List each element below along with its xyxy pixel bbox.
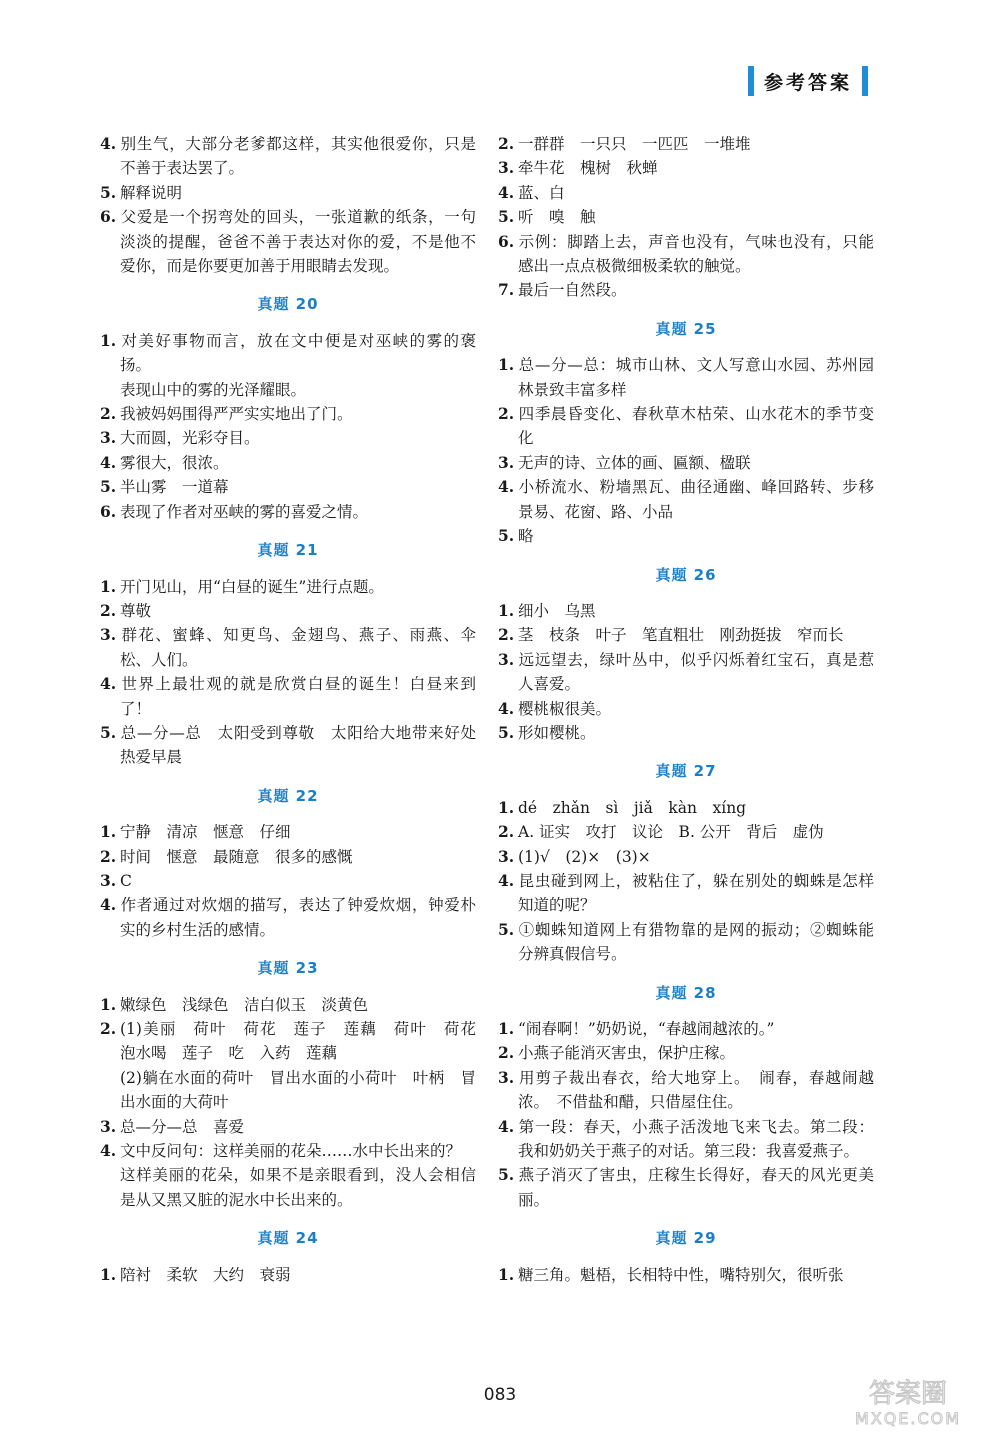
- answer-number: 2.: [100, 1019, 117, 1038]
- answer-item: [498, 353, 874, 402]
- answer-number: 4.: [498, 698, 515, 718]
- answer-column-right: [498, 132, 874, 1287]
- answer-text: 远远望去，绿叶丛中，似乎闪烁着红宝石，真是惹人喜爱。: [518, 650, 874, 694]
- answer-item: [100, 623, 476, 672]
- answer-number: 2.: [498, 625, 515, 645]
- answer-text: 雾很大，很浓。: [120, 453, 229, 472]
- header-bar-right: [862, 66, 868, 96]
- answer-item: [498, 1066, 874, 1115]
- answer-text: 牵牛花 槐树 秋蝉: [518, 159, 658, 178]
- answer-text: 尊敬: [120, 601, 152, 620]
- answer-text: 父爱是一个拐弯处的回头，一张道歉的纸条，一句淡淡的提醒，爸爸不善于表达对你的爱，不是他不爱你，而是你要更加善于用眼睛去发现。: [120, 208, 476, 276]
- section-heading: 真题 25: [655, 319, 717, 338]
- answer-number: 2.: [100, 846, 117, 866]
- answer-number: 6.: [100, 207, 117, 227]
- answer-number: 6.: [498, 231, 515, 251]
- answer-column-left: [100, 132, 492, 1287]
- answer-text: A. 证实 攻打 议论 B. 公开 背后 虚伪: [518, 823, 824, 842]
- answer-item: [498, 132, 874, 156]
- answer-text: 解释说明: [120, 183, 183, 202]
- answer-number: 1.: [498, 355, 515, 375]
- answer-text: 小燕子能消灭害虫，保护庄稼。: [518, 1044, 736, 1063]
- answer-text: 一群群 一只只 一匹匹 一堆堆: [518, 135, 751, 153]
- answer-number: 3.: [100, 870, 117, 890]
- answer-text: 群花、蜜蜂、知更鸟、金翅鸟、燕子、雨燕、伞松、人们。: [120, 626, 476, 669]
- answer-item: [100, 721, 492, 770]
- section-heading: 真题 26: [655, 565, 717, 584]
- page-number: 083: [483, 1385, 517, 1405]
- answer-number: 5.: [498, 526, 515, 546]
- answer-item: [100, 993, 476, 1017]
- answer-text: 文中反问句：这样美丽的花朵……水中长出来的？: [120, 1142, 462, 1161]
- answer-item: [498, 869, 874, 918]
- answer-continuation: 表现山中的雾的光泽耀眼。: [120, 380, 307, 399]
- answer-item: [498, 451, 874, 475]
- watermark-logo: [848, 1372, 968, 1428]
- answer-number: 4.: [100, 452, 117, 472]
- section-heading: 真题 29: [655, 1229, 717, 1248]
- answer-number: 3.: [100, 625, 117, 645]
- answer-item: [100, 820, 476, 844]
- answer-number: 5.: [498, 722, 515, 742]
- answer-item: [498, 205, 874, 229]
- answer-number: 2.: [498, 822, 515, 842]
- answer-number: 4.: [100, 1141, 117, 1161]
- answer-number: 5.: [100, 477, 117, 497]
- answer-number: 5.: [100, 722, 117, 742]
- answer-item: [100, 1115, 476, 1139]
- answer-text: 世界上最壮观的就是欣赏白昼的诞生！白昼来到了！: [120, 675, 476, 718]
- answer-item: [498, 845, 874, 869]
- answer-item: [498, 278, 874, 302]
- page-header: [748, 66, 868, 96]
- answer-item: [498, 648, 874, 697]
- answer-text: 总—分—总：城市山林、文人写意山水园、苏州园林景致丰富多样: [518, 356, 874, 399]
- answer-number: 3.: [100, 428, 117, 448]
- answer-text: 我被妈妈围得严严实实地出了门。: [120, 405, 353, 424]
- answer-item: [498, 820, 874, 844]
- answer-text: 细小 乌黑: [518, 601, 596, 620]
- answer-number: 6.: [100, 501, 117, 521]
- answer-item: [498, 697, 874, 721]
- answer-item: [100, 672, 476, 721]
- answer-text: 半山雾 一道幕: [120, 478, 229, 497]
- answer-number: 4.: [100, 134, 117, 153]
- answer-item: [498, 599, 874, 623]
- answer-item: [100, 845, 476, 869]
- answer-item: [498, 181, 874, 205]
- answer-item: [100, 402, 476, 426]
- answer-number: 1.: [100, 330, 117, 350]
- answer-number: 1.: [498, 1264, 515, 1284]
- section-heading: 真题 28: [655, 983, 717, 1002]
- watermark-text: 答案圈: [868, 1379, 948, 1409]
- answer-number: 3.: [498, 452, 515, 472]
- answer-number: 1.: [100, 822, 117, 842]
- answer-item: [100, 132, 476, 181]
- answer-item: [100, 500, 476, 524]
- section-heading: 真题 22: [257, 786, 319, 805]
- answer-text: 嫩绿色 浅绿色 洁白似玉 淡黄色: [120, 995, 369, 1014]
- answer-number: 3.: [498, 1067, 515, 1087]
- answer-continuation: (2)躺在水面的荷叶 冒出水面的小荷叶 叶柄 冒出水面的大荷叶: [120, 1068, 476, 1112]
- answer-text: 对美好事物而言，放在文中便是对巫峡的雾的褒扬。: [120, 331, 476, 375]
- answer-number: 2.: [498, 1043, 515, 1063]
- answer-number: 1.: [498, 797, 515, 817]
- answer-number: 1.: [498, 600, 515, 620]
- answer-item: [498, 1263, 874, 1287]
- answer-item: [498, 1163, 874, 1212]
- answer-number: 5.: [498, 207, 515, 227]
- answer-text: 四季晨昏变化、春秋草木枯荣、山水花木的季节变化: [518, 405, 874, 448]
- answer-text: 示例：脚踏上去，声音也没有，气味也没有，只能感出一点点极微细极柔软的触觉。: [518, 232, 874, 276]
- answer-number: 3.: [498, 846, 515, 866]
- answer-text: 最后一自然段。: [518, 281, 627, 300]
- section-heading: 真题 24: [257, 1229, 319, 1248]
- answer-text: 糖三角。魁梧，长相特中性，嘴特别欠，很听张: [518, 1265, 844, 1284]
- answer-text: (1)√ (2)× (3)×: [518, 847, 651, 866]
- answer-text: 无声的诗、立体的画、匾额、楹联: [518, 453, 751, 472]
- answer-text: 总—分—总 太阳受到尊敬 太阳给大地带来好处 热爱早晨: [120, 723, 492, 767]
- answer-number: 7.: [498, 280, 515, 300]
- answer-number: 1.: [100, 1264, 117, 1284]
- answer-item: [498, 721, 874, 745]
- answer-item: [498, 918, 874, 967]
- answer-item: [100, 329, 476, 378]
- answer-text: 第一段：春天，小燕子活泼地飞来飞去。第二段：我和奶奶关于燕子的对话。第三段：我喜爱燕子。: [518, 1117, 874, 1161]
- answer-text: 时间 惬意 最随意 很多的感慨: [120, 847, 353, 866]
- answer-continuation: 这样美丽的花朵，如果不是亲眼看到，没人会相信是从又黑又脏的泥水中长出来的。: [120, 1166, 476, 1209]
- answer-text: 开门见山，用“白昼的诞生”进行点题。: [120, 577, 384, 596]
- answer-text: 茎 枝条 叶子 笔直粗壮 刚劲挺拔 窄而长: [518, 626, 844, 645]
- answer-number: 1.: [498, 1019, 515, 1038]
- answer-number: 1.: [100, 994, 117, 1014]
- answer-item: [498, 156, 874, 180]
- answer-number: 3.: [498, 158, 515, 178]
- answer-number: 4.: [100, 895, 117, 915]
- answer-number: 4.: [498, 1116, 515, 1136]
- answer-number: 2.: [100, 600, 117, 620]
- answer-item: [498, 230, 874, 279]
- answer-item: [498, 402, 874, 451]
- answer-number: 3.: [100, 1116, 117, 1136]
- answer-text: (1)美丽 荷叶 荷花 莲子 莲藕 荷叶 荷花 泡水喝 莲子 吃 入药 莲藕: [120, 1020, 492, 1063]
- answer-text: ①蜘蛛知道网上有猎物靠的是网的振动；②蜘蛛能分辨真假信号。: [518, 920, 874, 964]
- answer-number: 5.: [100, 182, 117, 202]
- answer-number: 2.: [100, 404, 117, 424]
- answer-text: 用剪子裁出春衣，给大地穿上。 闹春，春越闹越浓。 不借盐和醋，只借屋住住。: [518, 1068, 874, 1112]
- answer-item: [100, 181, 476, 205]
- answer-item: [498, 1041, 874, 1065]
- answer-number: 2.: [498, 404, 515, 424]
- answer-text: 陪衬 柔软 大约 衰弱: [120, 1265, 291, 1284]
- answer-text: C: [120, 871, 132, 890]
- section-heading: 真题 20: [257, 295, 319, 314]
- answer-text: 小桥流水、粉墙黑瓦、曲径通幽、峰回路转、步移景易、花窗、路、小品: [518, 478, 874, 521]
- answer-text: 听 嗅 触: [518, 208, 596, 227]
- answer-item: [100, 426, 476, 450]
- answer-text: “闹春啊！”奶奶说，“春越闹越浓的。”: [518, 1020, 775, 1038]
- answer-number: 4.: [498, 477, 515, 497]
- answer-item: [498, 1115, 874, 1164]
- answer-item: [100, 1139, 476, 1163]
- answer-text: 蓝、白: [518, 183, 565, 202]
- answer-item: [100, 451, 476, 475]
- answer-item: [100, 1263, 476, 1287]
- answer-text: 略: [518, 527, 534, 546]
- answer-text: dé zhǎn sì jiǎ kàn xíng: [518, 798, 747, 817]
- answer-item: [100, 1017, 492, 1066]
- answer-text: 总—分—总 喜爱: [120, 1117, 245, 1136]
- answer-number: 3.: [498, 649, 515, 669]
- answer-text: 别生气，大部分老爹都这样，其实他很爱你，只是不善于表达罢了。: [120, 135, 476, 178]
- answer-item: [498, 524, 874, 548]
- section-heading: 真题 21: [257, 541, 319, 560]
- answer-text: 大而圆，光彩夺目。: [120, 429, 260, 448]
- answer-text: 燕子消灭了害虫，庄稼生长得好，春天的风光更美丽。: [518, 1166, 874, 1209]
- answer-number: 4.: [498, 870, 515, 890]
- answer-text: 宁静 清凉 惬意 仔细: [120, 823, 291, 842]
- answer-item: [498, 475, 874, 524]
- answer-item: [100, 475, 476, 499]
- answer-item: [100, 869, 476, 893]
- answer-text: 作者通过对炊烟的描写，表达了钟爱炊烟，钟爱朴实的乡村生活的感情。: [120, 896, 476, 939]
- answer-item: [100, 205, 476, 278]
- answer-number: 4.: [498, 182, 515, 202]
- answer-text: 表现了作者对巫峡的雾的喜爱之情。: [120, 502, 369, 521]
- answer-item: [100, 893, 476, 942]
- answer-item: [100, 599, 476, 623]
- answer-number: 4.: [100, 674, 117, 694]
- answer-number: 5.: [498, 1165, 515, 1185]
- answer-item: [100, 575, 476, 599]
- watermark-url: MXQE.COM: [854, 1409, 962, 1428]
- answer-text: 昆虫碰到网上，被粘住了，躲在别处的蜘蛛是怎样知道的呢？: [518, 871, 874, 915]
- section-heading: 真题 27: [655, 762, 717, 781]
- answer-text: 樱桃椒很美。: [518, 699, 612, 718]
- answer-item: [498, 796, 874, 820]
- answer-item: [498, 623, 874, 647]
- section-heading: 真题 23: [257, 959, 319, 978]
- header-title: 参考答案: [763, 71, 852, 94]
- answer-item: [498, 1017, 874, 1041]
- answer-text: 形如樱桃。: [518, 723, 596, 742]
- answer-number: 2.: [498, 134, 515, 153]
- answer-number: 1.: [100, 576, 117, 596]
- answer-number: 5.: [498, 919, 515, 939]
